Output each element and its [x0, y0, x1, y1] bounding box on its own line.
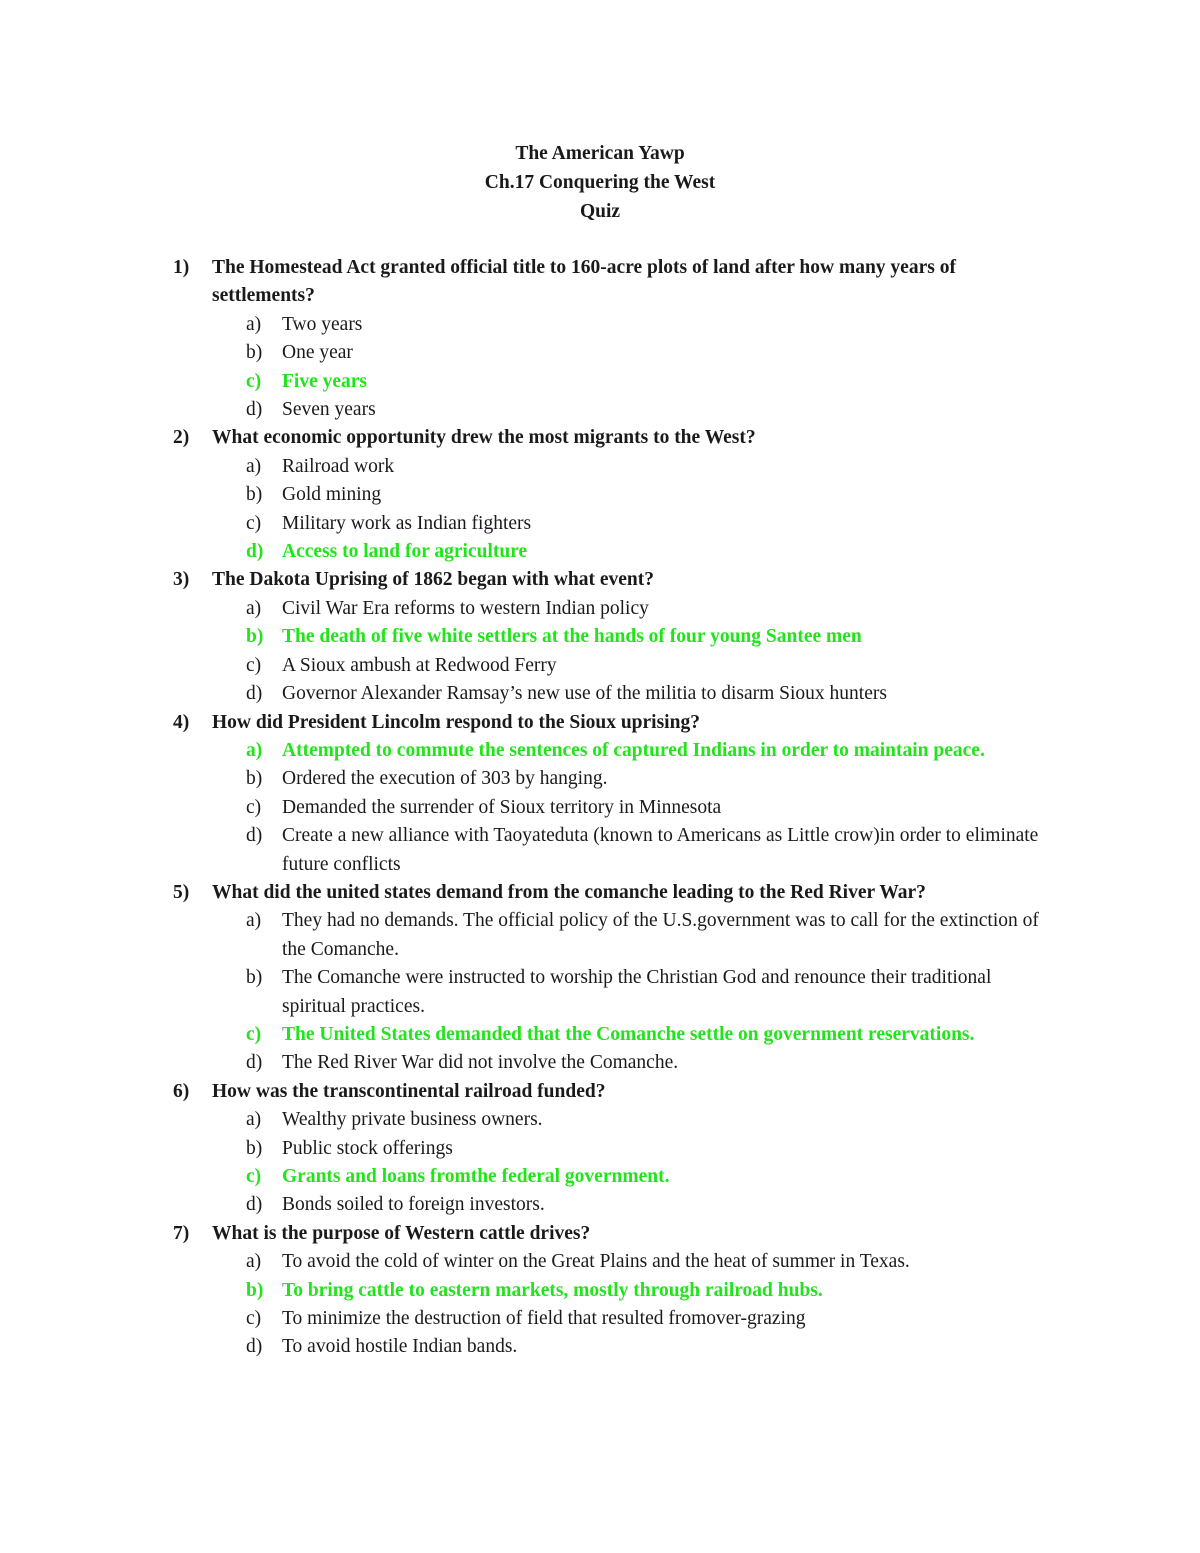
option-letter: d): [246, 541, 264, 563]
question-5: [0, 879, 1200, 907]
option-text: Attempted to commute the sentences of captured Indians in order to maintain peace.: [282, 739, 985, 761]
question-number: 6): [173, 1080, 190, 1102]
option-text: They had no demands. The official policy of the U.S.government was to call for the extinction of the Comanche.: [282, 910, 1039, 960]
option-text: Grants and loans fromthe federal government.: [282, 1166, 670, 1187]
option-letter: a): [246, 910, 262, 932]
answer-option-correct: [0, 623, 1200, 651]
answer-option: [0, 453, 1200, 481]
answer-option: [0, 481, 1200, 509]
question-6: [0, 1078, 1200, 1106]
question-text: How was the transcontinental railroad funded?: [212, 1080, 606, 1102]
answer-option-correct: [0, 1021, 1200, 1049]
answer-option: [0, 1305, 1200, 1333]
option-letter: b): [246, 967, 263, 989]
answer-option: [0, 595, 1200, 623]
answer-option: [0, 794, 1200, 822]
question-1: [0, 254, 1200, 311]
answer-option: [0, 907, 1200, 964]
option-letter: d): [246, 1336, 263, 1358]
option-text: Ordered the execution of 303 by hanging.: [282, 768, 608, 790]
option-letter: d): [246, 1194, 263, 1216]
answer-option: [0, 1135, 1200, 1163]
answer-option-correct: [0, 1163, 1200, 1191]
option-letter: a): [246, 1251, 262, 1273]
option-letter: c): [246, 1308, 262, 1330]
option-letter: d): [246, 399, 263, 421]
option-letter: a): [246, 455, 262, 477]
option-letter: c): [246, 1166, 262, 1187]
answer-option-correct: [0, 737, 1200, 765]
option-text: One year: [282, 342, 353, 364]
question-4: [0, 709, 1200, 737]
option-letter: b): [246, 626, 264, 648]
question-number: 5): [173, 881, 190, 903]
answer-option-correct: [0, 1277, 1200, 1305]
question-number: 7): [173, 1222, 190, 1244]
quiz-subtitle: Quiz: [579, 201, 621, 222]
option-text: The death of five white settlers at the hands of four young Santee men: [282, 626, 862, 648]
option-text: To avoid the cold of winter on the Great Plains and the heat of summer in Texas.: [282, 1251, 910, 1273]
question-number: 1): [173, 257, 190, 278]
answer-option: [0, 652, 1200, 680]
answer-option: [0, 1191, 1200, 1219]
option-text: A Sioux ambush at Redwood Ferry: [282, 654, 557, 676]
option-text: To bring cattle to eastern markets, mostly through railroad hubs.: [282, 1279, 823, 1301]
question-7: [0, 1220, 1200, 1248]
document-title: The American Yawp: [515, 143, 685, 164]
option-text: Demanded the surrender of Sioux territory in Minnesota: [282, 796, 722, 818]
option-letter: b): [246, 768, 263, 790]
answer-option-correct: [0, 368, 1200, 396]
option-text: Governor Alexander Ramsay’s new use of the militia to disarm Sioux hunters: [282, 683, 887, 705]
option-text: Create a new alliance with Taoyateduta (known to Americans as Little crow)in order to eliminate future conflicts: [282, 825, 1039, 875]
answer-option: [0, 1049, 1200, 1077]
option-text: Seven years: [282, 399, 376, 421]
option-letter: c): [246, 512, 262, 534]
option-text: Civil War Era reforms to western Indian policy: [282, 597, 649, 619]
option-letter: b): [246, 1137, 263, 1159]
answer-option: [0, 396, 1200, 424]
question-text: What is the purpose of Western cattle drives?: [212, 1222, 591, 1244]
option-letter: b): [246, 484, 263, 506]
document-header: [0, 139, 1200, 226]
answer-option: [0, 1106, 1200, 1134]
option-letter: c): [246, 654, 262, 676]
option-letter: b): [246, 1279, 264, 1301]
question-text: The Homestead Act granted official title to 160-acre plots of land after how many years of settlements?: [212, 257, 956, 307]
option-text: Gold mining: [282, 484, 382, 506]
option-letter: d): [246, 683, 263, 705]
option-text: To minimize the destruction of field that resulted fromover-grazing: [282, 1308, 806, 1330]
answer-option: [0, 311, 1200, 339]
answer-option-correct: [0, 538, 1200, 566]
option-text: The United States demanded that the Comanche settle on government reservations.: [282, 1023, 975, 1045]
option-letter: b): [246, 342, 263, 364]
answer-option: [0, 680, 1200, 708]
option-text: To avoid hostile Indian bands.: [282, 1336, 518, 1358]
option-text: Bonds soiled to foreign investors.: [282, 1194, 545, 1216]
answer-option: [0, 339, 1200, 367]
option-text: Five years: [282, 370, 368, 392]
option-letter: c): [246, 1023, 262, 1045]
option-text: Public stock offerings: [282, 1137, 453, 1159]
question-text: What did the united states demand from the comanche leading to the Red River War?: [212, 881, 926, 903]
question-list: [0, 254, 1200, 1362]
question-text: How did President Lincolm respond to the Sioux uprising?: [212, 711, 700, 733]
answer-option: [0, 1248, 1200, 1276]
question-text: The Dakota Uprising of 1862 began with what event?: [212, 569, 655, 591]
option-text: Access to land for agriculture: [282, 541, 528, 563]
option-letter: d): [246, 825, 263, 847]
option-letter: a): [246, 739, 263, 761]
option-letter: c): [246, 370, 262, 392]
option-text: Wealthy private business owners.: [282, 1109, 543, 1131]
option-letter: a): [246, 597, 262, 619]
question-text: What economic opportunity drew the most migrants to the West?: [212, 427, 756, 449]
option-letter: a): [246, 313, 262, 335]
option-text: Railroad work: [282, 455, 395, 477]
answer-option: [0, 964, 1200, 1021]
question-number: 4): [173, 711, 190, 733]
option-text: Two years: [282, 313, 363, 335]
option-letter: a): [246, 1109, 262, 1131]
option-letter: c): [246, 796, 262, 818]
answer-option: [0, 1333, 1200, 1361]
answer-option: [0, 765, 1200, 793]
option-text: The Red River War did not involve the Comanche.: [282, 1052, 679, 1074]
question-2: [0, 424, 1200, 452]
answer-option: [0, 822, 1200, 879]
option-letter: d): [246, 1052, 263, 1074]
chapter-title: Ch.17 Conquering the West: [484, 172, 716, 193]
question-number: 3): [173, 569, 190, 591]
option-text: Military work as Indian fighters: [282, 512, 532, 534]
question-3: [0, 566, 1200, 594]
question-number: 2): [173, 427, 190, 449]
answer-option: [0, 510, 1200, 538]
option-text: The Comanche were instructed to worship the Christian God and renounce their traditional spiritual practices.: [282, 967, 992, 1017]
